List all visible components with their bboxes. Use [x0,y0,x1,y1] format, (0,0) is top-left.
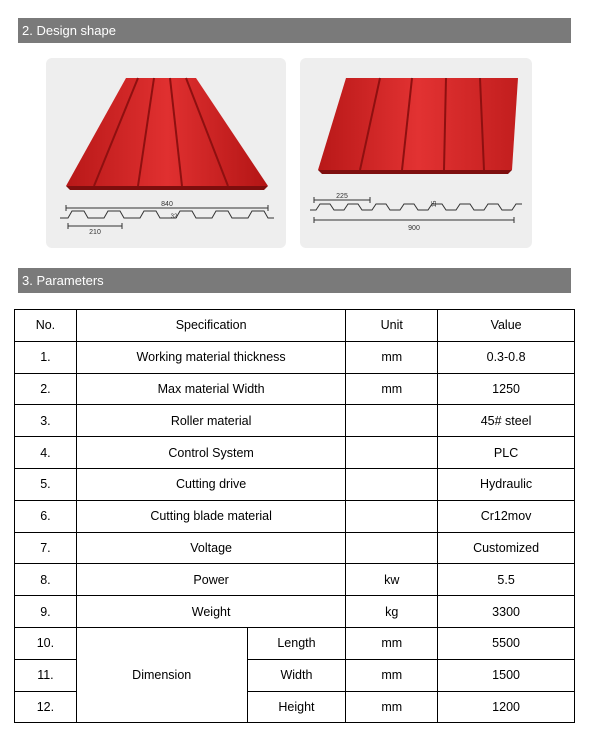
row-no: 1. [15,341,77,373]
trapezoid-sheet-photo-840 [46,58,286,248]
table-row [15,405,575,437]
row-unit: kw [346,564,438,596]
diagram1-rib-height-label: 32 [170,214,178,220]
row-value: 1500 [438,659,575,691]
row-spec: Max material Width [76,373,346,405]
row-value: Hydraulic [438,468,575,500]
table-row [15,596,575,628]
table-row [15,500,575,532]
row-spec: Roller material [76,405,346,437]
header-specification: Specification [76,310,346,342]
diagram1-rib-pitch-label: 210 [89,229,101,236]
row-spec: Power [76,564,346,596]
row-no: 8. [15,564,77,596]
row-unit [346,405,438,437]
row-spec: Working material thickness [76,341,346,373]
diagram1-total-width-label: 840 [161,201,173,208]
row-unit [346,532,438,564]
header-value: Value [438,310,575,342]
row-value: PLC [438,437,575,469]
row-value: 5.5 [438,564,575,596]
row-no: 11. [15,659,77,691]
row-unit: mm [346,659,438,691]
row-value: 1200 [438,691,575,723]
diagram2-total-width-label: 900 [408,225,420,232]
row-value: 0.3-0.8 [438,341,575,373]
row-no: 7. [15,532,77,564]
row-value: 45# steel [438,405,575,437]
header-no: No. [15,310,77,342]
table-row [15,373,575,405]
diagram2-rib-height-label: 15 [432,200,438,208]
header-unit: Unit [346,310,438,342]
parameters-heading: 3. Parameters [18,268,571,293]
parameters-table [14,309,575,723]
table-row [15,341,575,373]
dimension-sub-label: Width [247,659,346,691]
row-no: 10. [15,627,77,659]
row-value: 5500 [438,627,575,659]
row-unit: mm [346,373,438,405]
row-unit [346,437,438,469]
table-row [15,437,575,469]
row-value: Customized [438,532,575,564]
table-header-row [15,310,575,342]
diagram2-rib-pitch-label: 225 [336,193,348,200]
table-row [15,564,575,596]
row-no: 3. [15,405,77,437]
row-spec: Cutting drive [76,468,346,500]
row-no: 6. [15,500,77,532]
row-value: 1250 [438,373,575,405]
row-spec: Weight [76,596,346,628]
row-no: 12. [15,691,77,723]
row-unit: mm [346,627,438,659]
row-spec: Voltage [76,532,346,564]
trapezoid-sheet-photo-900 [300,58,532,248]
row-unit [346,500,438,532]
row-no: 4. [15,437,77,469]
row-spec: Cutting blade material [76,500,346,532]
row-unit: kg [346,596,438,628]
row-unit: mm [346,341,438,373]
row-no: 5. [15,468,77,500]
row-value: 3300 [438,596,575,628]
table-row [15,627,575,659]
dimension-sub-label: Length [247,627,346,659]
row-no: 2. [15,373,77,405]
dimension-label: Dimension [76,627,247,722]
table-row [15,532,575,564]
row-unit: mm [346,691,438,723]
row-no: 9. [15,596,77,628]
row-spec: Control System [76,437,346,469]
design-shape-heading: 2. Design shape [18,18,571,43]
dimension-sub-label: Height [247,691,346,723]
row-unit [346,468,438,500]
row-value: Cr12mov [438,500,575,532]
table-row [15,468,575,500]
